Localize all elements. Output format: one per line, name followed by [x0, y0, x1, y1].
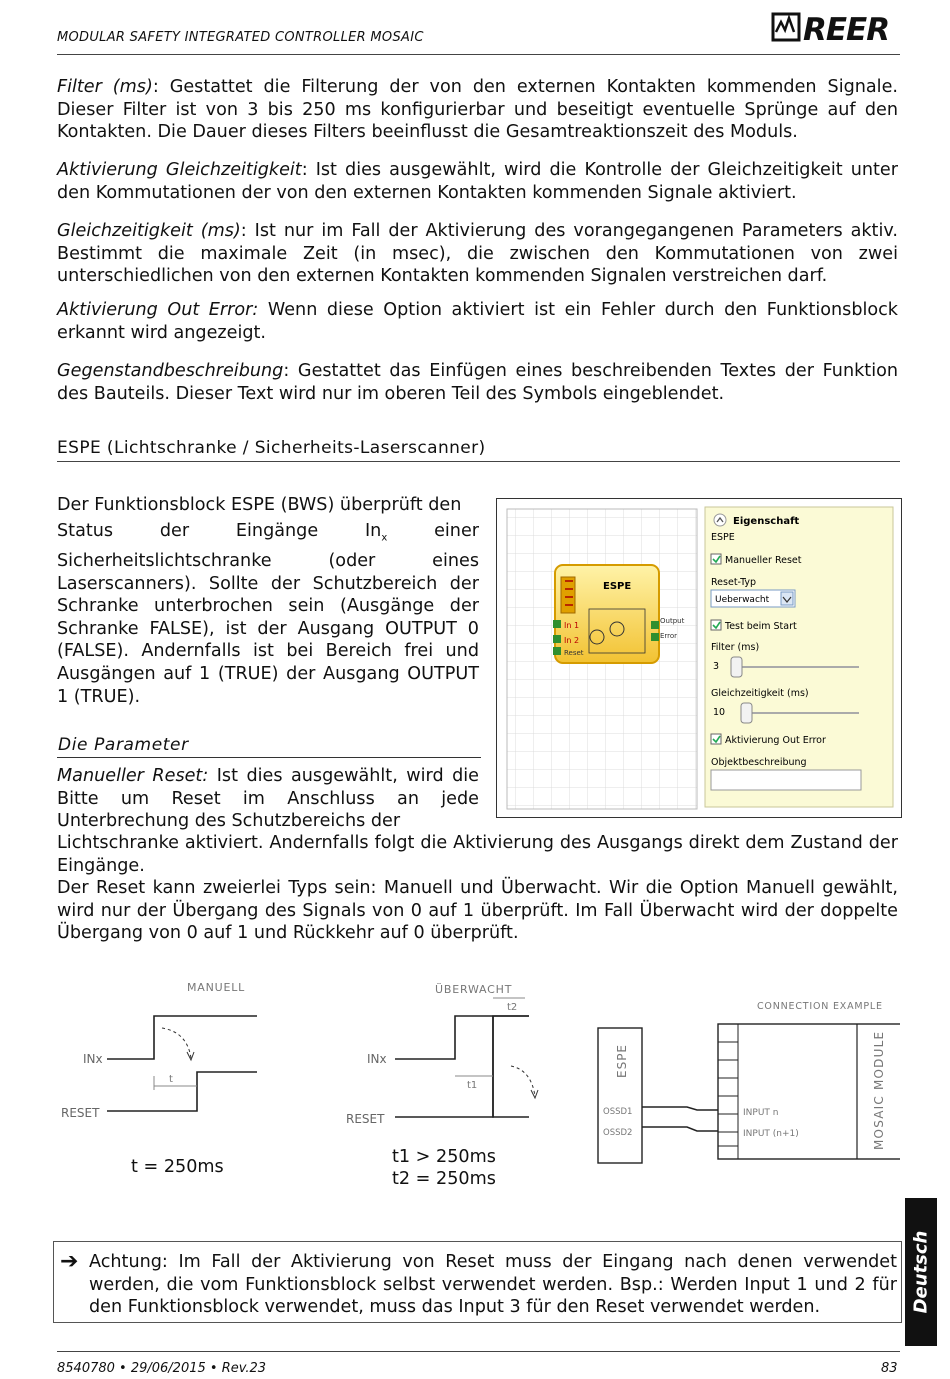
monitored-t2-label: t2 — [507, 1002, 518, 1013]
monitored-reset-label: RESET — [346, 1112, 385, 1126]
param-simultaneity-enable — [57, 159, 898, 204]
espe-software-screenshot — [496, 498, 902, 818]
monitored-formula-1: t1 > 250ms — [392, 1147, 496, 1167]
ossd1-wire — [642, 1107, 718, 1110]
monitored-formula-2: t2 = 250ms — [392, 1169, 496, 1189]
attention-note — [53, 1241, 902, 1323]
reset-paragraph-cont: Lichtschranke aktiviert. Andernfalls folgt die Aktivierung des Ausgangs direkt dem Zustand der Eingänge. — [57, 833, 898, 876]
panel-title: Eigenschaft — [733, 516, 800, 527]
block-in2: In 2 — [564, 636, 580, 645]
block-in1: In 1 — [564, 621, 580, 630]
reset-types-paragraph: Der Reset kann zweierlei Typs sein: Manuell und Überwacht. Wir die Option Manuell gewählt, wird nur der Übergang des Signals von 0 auf 1 überprüft. Im Fall Überwacht wird der doppelte Übergang von 0 auf 1 und Rückkehr auf 0 überprüft. — [57, 878, 898, 944]
input-n1-label: INPUT (n+1) — [743, 1129, 799, 1139]
arrow-icon: ➔ — [60, 1249, 79, 1274]
timing-diagrams — [57, 970, 900, 1195]
manual-title: MANUELL — [187, 981, 246, 994]
param-label: Aktivierung Out Error: — [57, 300, 259, 320]
param-description — [57, 360, 898, 405]
language-tab: Deutsch — [905, 1198, 937, 1346]
reset-paragraph-start: Manueller Reset: Ist dies ausgewählt, wird die Bitte um Reset im Anschluss an jede Unterbrechung des Schutzbereichs der — [57, 766, 479, 832]
param-label: Filter (ms) — [57, 77, 153, 97]
param-text: : Ist nur im Fall der Aktivierung des vorangegangenen Parameters aktiv. Bestimmt die maximale Zeit (in msec), die zwischen den Kommutationen von zwei unterschiedlichen von den externen Kontakten kommenden Signalen verstreichen darf. — [57, 221, 898, 287]
filter-value: 3 — [713, 661, 720, 672]
parameters-subtitle: Die Parameter — [58, 735, 189, 755]
monitored-t1-label: t1 — [467, 1080, 478, 1091]
block-output: Output — [660, 617, 685, 625]
conn-title: CONNECTION EXAMPLE — [757, 1001, 883, 1012]
param-text: Wenn diese Option aktiviert ist ein Fehler durch den Funktionsblock erkannt wird angezeigt. — [57, 300, 898, 343]
intro-line-1: Der Funktionsblock ESPE (BWS) überprüft den — [57, 495, 462, 515]
param-label: Gegenstandbeschreibung — [57, 361, 284, 381]
monitored-reset-signal — [395, 1016, 529, 1117]
param-label: Gleichzeitigkeit (ms) — [57, 221, 241, 241]
intro-text: Status der Eingänge $In_x$ einer Sicherheitslichtschranke (oder eines Laserscanners). Sollte der Schutzbereich der Schranke unterbrochen sein (Ausgänge der Schranke FALSE), ist der Ausgang OUTPUT 0 (FALSE). Andernfalls ist bei Bereich frei und Ausgängen auf 1 (TRUE) der Ausgang OUTPUT 1 (TRUE). — [57, 521, 480, 707]
mosaic-module-label: MOSAIC MODULE — [872, 1030, 886, 1150]
manual-reset-signal — [107, 1072, 257, 1111]
chk-manual-reset: Manueller Reset — [725, 555, 802, 566]
footer-doc-info: 8540780 • 29/06/2015 • Rev.23 — [57, 1361, 267, 1376]
ossd1-label: OSSD1 — [603, 1107, 633, 1117]
block-reset: Reset — [564, 649, 584, 657]
param-out-error — [57, 299, 898, 344]
monitored-inx-label: INx — [367, 1052, 387, 1066]
simultaneity-value: 10 — [713, 707, 726, 718]
filter-label: Filter (ms) — [711, 642, 760, 653]
panel-subtitle: ESPE — [711, 532, 735, 543]
description-field — [711, 770, 861, 790]
reer-logo — [770, 8, 900, 48]
simultaneity-label: Gleichzeitigkeit (ms) — [711, 688, 809, 699]
monitored-inx-signal — [395, 1016, 529, 1059]
manual-formula: t = 250ms — [131, 1157, 224, 1177]
footer-rule — [57, 1351, 900, 1352]
reset-type-label: Reset-Typ — [711, 577, 757, 588]
description-label: Objektbeschreibung — [711, 757, 807, 768]
manual-reset-label: RESET — [61, 1106, 100, 1120]
parameters-subtitle-rule — [57, 757, 481, 758]
manual-inx-label: INx — [83, 1052, 103, 1066]
reset-type-value: Ueberwacht — [715, 595, 770, 605]
logo-text: REER — [803, 12, 890, 48]
monitored-title: ÜBERWACHT — [435, 983, 513, 996]
input-n-label: INPUT n — [743, 1108, 779, 1118]
block-error: Error — [660, 632, 678, 640]
note-text: Achtung: Im Fall der Aktivierung von Reset muss der Eingang nach denen verwendet werden, die vom Funktionsblock selbst verwendet werden. Bsp.: Werden Input 1 und 2 für den Funktionsblock verwendet, muss das Input 3 für den Reset verwendet werden. — [89, 1252, 897, 1318]
manual-t-label: t — [169, 1074, 173, 1085]
header-title: MODULAR SAFETY INTEGRATED CONTROLLER MOSAIC — [57, 30, 424, 45]
param-simultaneity-ms — [57, 220, 898, 288]
param-text: : Gestattet die Filterung der von den externen Kontakten kommenden Signale. Dieser Filter ist von 3 bis 250 ms konfigurierbar und beseitigt eventuelle Sprünge auf den Kontakten. Die Dauer dieses Filters beeinflusst die Gesamtreaktionszeit des Moduls. — [57, 77, 898, 143]
param-filter — [57, 76, 898, 144]
param-text: : Ist dies ausgewählt, wird die Kontrolle der Gleichzeitigkeit unter den Kommutationen der von den externen Kontakten kommenden Signale aktiviert. — [57, 160, 898, 203]
ossd2-wire — [642, 1127, 718, 1131]
manual-inx-signal — [107, 1016, 257, 1059]
header-rule — [57, 54, 900, 55]
espe-device-label: ESPE — [615, 1043, 629, 1078]
section-rule — [57, 461, 900, 462]
param-label: Aktivierung Gleichzeitigkeit — [57, 160, 302, 180]
page-number: 83 — [881, 1361, 898, 1376]
ossd2-label: OSSD2 — [603, 1128, 633, 1138]
reset-label: Manueller Reset: — [57, 766, 209, 786]
param-text: : Gestattet das Einfügen eines beschreibenden Textes der Funktion des Bauteils. Dieser Text wird nur im oberen Teil des Symbols eingeblendet. — [57, 361, 898, 404]
screenshot-canvas — [497, 499, 901, 817]
chk-out-error: Aktivierung Out Error — [725, 735, 826, 746]
section-title: ESPE (Lichtschranke / Sicherheits-Laserscanner) — [57, 438, 486, 458]
chk-test-start: Test beim Start — [725, 621, 797, 632]
block-title: ESPE — [603, 581, 632, 592]
